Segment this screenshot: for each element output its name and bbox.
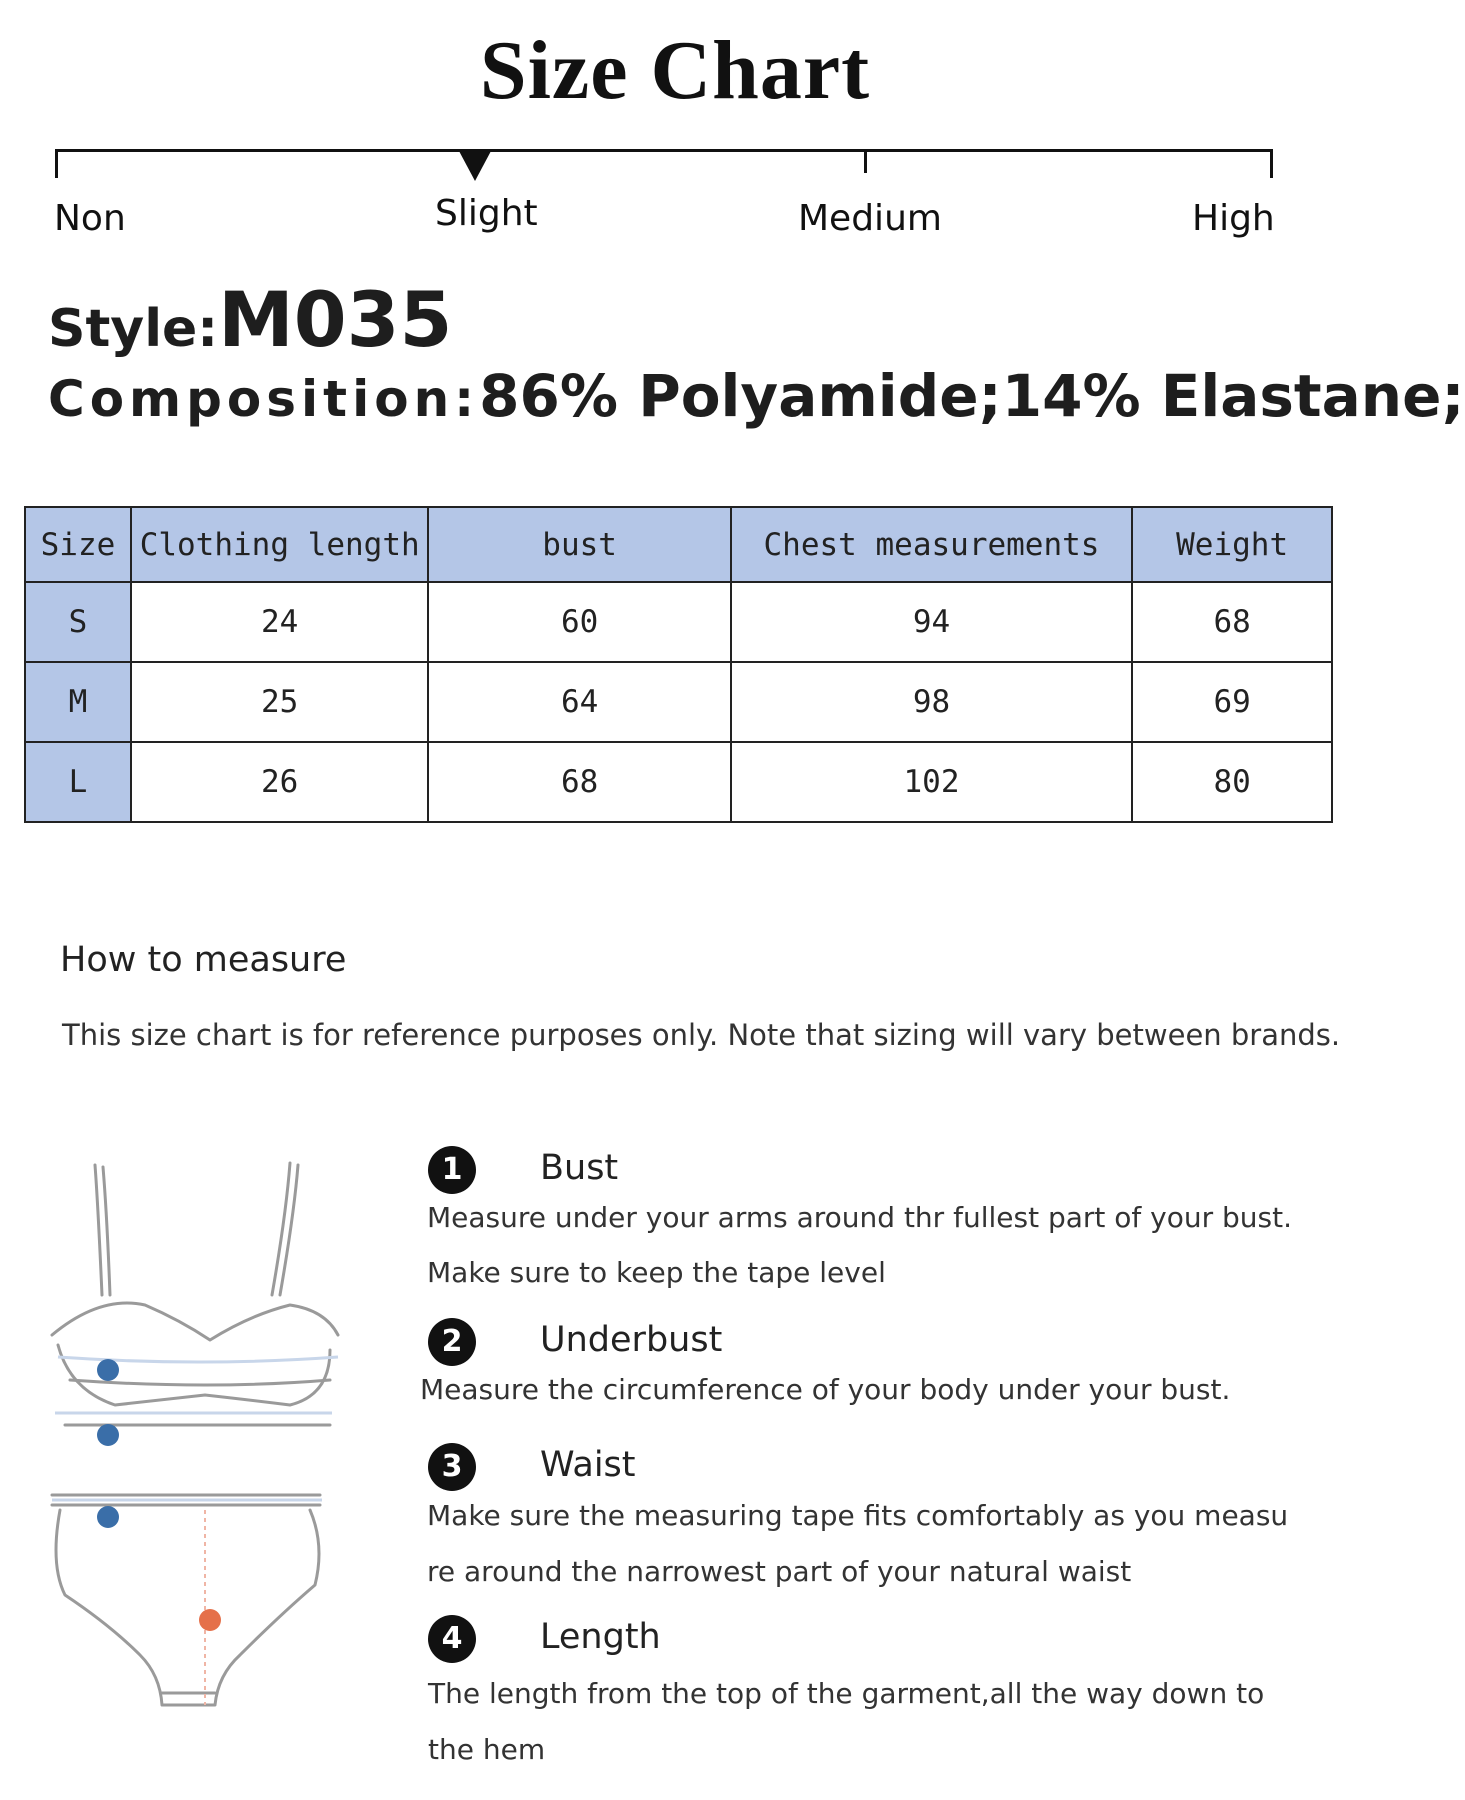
- size-cell: M: [25, 662, 131, 742]
- step-number-badge: 1: [428, 1146, 476, 1194]
- table-row: [25, 582, 1332, 662]
- table-cell: 68: [1132, 582, 1332, 662]
- scale-label-medium: Medium: [798, 198, 942, 239]
- composition-label: Composition:: [48, 370, 480, 428]
- table-cell: 25: [131, 662, 429, 742]
- style-value: M035: [218, 275, 453, 364]
- table-cell: 60: [428, 582, 730, 662]
- composition-value: 86% Polyamide;14% Elastane;: [479, 362, 1465, 430]
- scale-label-high: High: [1192, 198, 1275, 239]
- style-line: [48, 275, 452, 364]
- scale-label-slight: Slight: [435, 193, 538, 234]
- step-text-line: Make sure the measuring tape fits comfortably as you measu: [427, 1499, 1289, 1532]
- table-cell: 102: [731, 742, 1132, 822]
- how-to-measure-note: This size chart is for reference purposes only. Note that sizing will vary between brands.: [62, 1018, 1341, 1052]
- header-size: Size: [25, 507, 131, 582]
- table-cell: 64: [428, 662, 730, 742]
- scale-tick-medium: [864, 149, 867, 173]
- table-header-row: [25, 507, 1332, 582]
- scale-label-non: Non: [54, 198, 126, 239]
- header-chest-measurements: Chest measurements: [731, 507, 1132, 582]
- header-bust: bust: [428, 507, 730, 582]
- style-label: Style:: [48, 299, 219, 359]
- page-title: Size Chart: [479, 24, 871, 117]
- table-cell: 69: [1132, 662, 1332, 742]
- step-number-badge: 4: [428, 1615, 476, 1663]
- table-row: [25, 742, 1332, 822]
- header-clothing-length: Clothing length: [131, 507, 429, 582]
- how-to-measure-title: How to measure: [60, 940, 347, 980]
- table-cell: 80: [1132, 742, 1332, 822]
- step-text-line: the hem: [428, 1733, 546, 1766]
- table-cell: 24: [131, 582, 429, 662]
- table-cell: 26: [131, 742, 429, 822]
- size-cell: L: [25, 742, 131, 822]
- step-title: Length: [540, 1617, 661, 1657]
- step-number-badge: 2: [428, 1318, 476, 1366]
- step-number-badge: 3: [428, 1443, 476, 1491]
- bikini-measure-diagram: [40, 1145, 360, 1745]
- size-cell: S: [25, 582, 131, 662]
- pointer-down-icon: [459, 151, 491, 181]
- scale-line: [55, 149, 1273, 152]
- step-text-line: Measure under your arms around thr fullest part of your bust.: [427, 1201, 1293, 1234]
- step-text-line: Measure the circumference of your body under your bust.: [420, 1373, 1231, 1406]
- step-text-line: re around the narrowest part of your natural waist: [427, 1555, 1132, 1588]
- step-text-line: The length from the top of the garment,all the way down to: [428, 1677, 1265, 1710]
- size-table: [24, 506, 1333, 823]
- step-title: Bust: [540, 1148, 619, 1188]
- scale-tick-high: [1270, 149, 1273, 178]
- table-cell: 94: [731, 582, 1132, 662]
- step-title: Underbust: [540, 1320, 723, 1360]
- scale-tick-non: [55, 149, 58, 178]
- table-cell: 98: [731, 662, 1132, 742]
- header-weight: Weight: [1132, 507, 1332, 582]
- step-title: Waist: [540, 1445, 636, 1485]
- composition-line: [48, 362, 1465, 430]
- table-row: [25, 662, 1332, 742]
- table-cell: 68: [428, 742, 730, 822]
- step-text-line: Make sure to keep the tape level: [427, 1256, 886, 1289]
